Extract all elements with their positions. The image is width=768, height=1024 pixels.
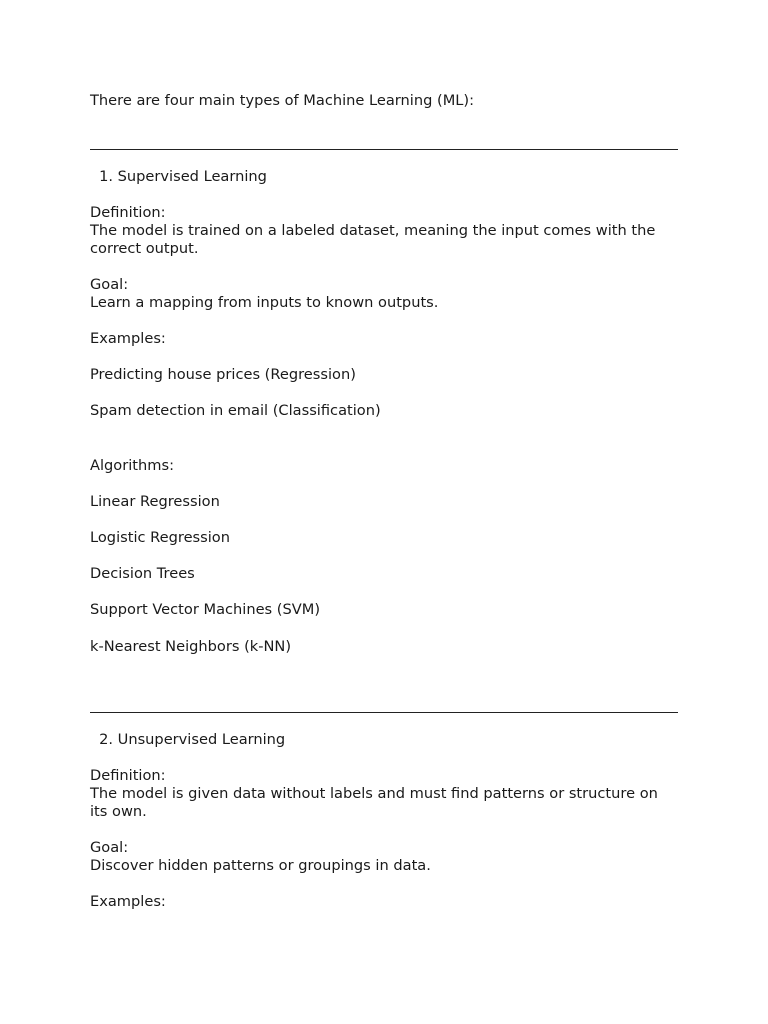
algorithms-label: Algorithms:	[90, 457, 174, 474]
algorithm-item: Logistic Regression	[90, 529, 230, 546]
goal-label: Goal:	[90, 839, 129, 856]
section-number: 2.	[99, 731, 113, 748]
goal-text: Learn a mapping from inputs to known outputs.	[90, 294, 439, 311]
algorithm-item: Linear Regression	[90, 493, 220, 510]
section-heading-unsupervised	[91, 731, 285, 749]
definition-text-line2: its own.	[90, 803, 147, 820]
definition-text-line1: The model is trained on a labeled dataset, meaning the input comes with the	[90, 222, 656, 239]
algorithm-item: Decision Trees	[90, 565, 195, 582]
algorithm-item: k-Nearest Neighbors (k-NN)	[90, 638, 292, 655]
algorithm-item: Support Vector Machines (SVM)	[90, 601, 321, 618]
section-title: Supervised Learning	[117, 168, 267, 185]
examples-label: Examples:	[90, 893, 166, 910]
section-title: Unsupervised Learning	[117, 731, 286, 748]
definition-label: Definition:	[90, 204, 166, 221]
definition-text-line1: The model is given data without labels and must find patterns or structure on	[90, 785, 658, 802]
section-number: 1.	[99, 168, 113, 185]
definition-label: Definition:	[90, 767, 166, 784]
goal-text: Discover hidden patterns or groupings in data.	[90, 857, 431, 874]
section-divider	[90, 149, 678, 150]
goal-label: Goal:	[90, 276, 129, 293]
definition-text-line2: correct output.	[90, 240, 199, 257]
examples-label: Examples:	[90, 330, 166, 347]
intro-text: There are four main types of Machine Learning (ML):	[90, 92, 475, 109]
example-item: Spam detection in email (Classification)	[90, 402, 381, 419]
section-divider	[90, 712, 678, 713]
example-item: Predicting house prices (Regression)	[90, 366, 356, 383]
section-heading-supervised	[91, 168, 267, 186]
